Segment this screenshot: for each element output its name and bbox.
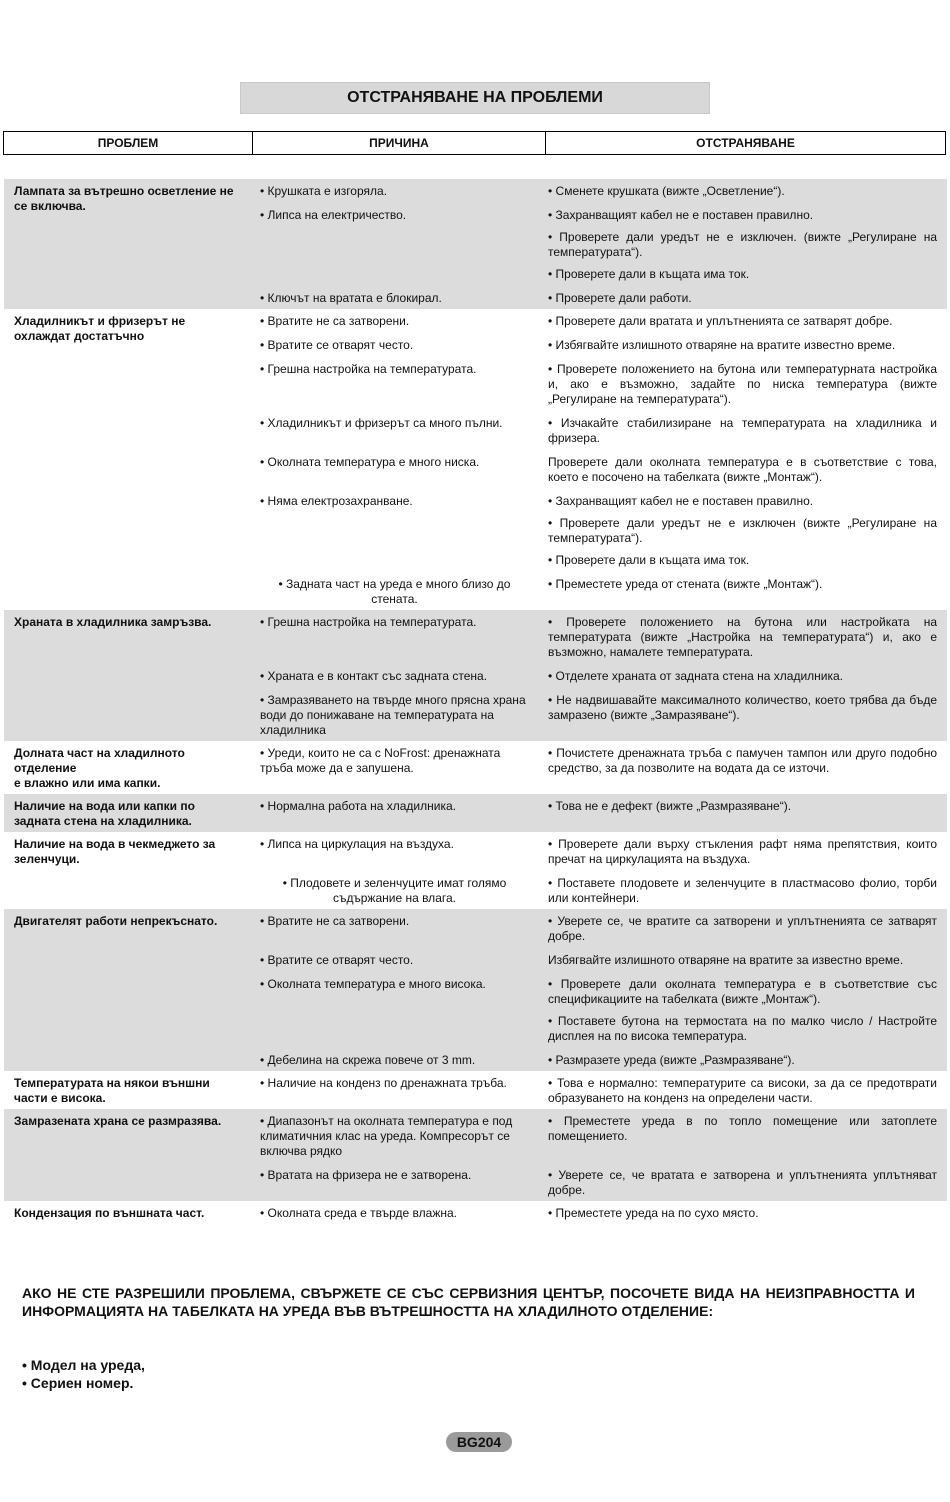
table-row: [4, 1071, 947, 1109]
solution-cell: [541, 182, 947, 199]
cause-solution-group: [251, 312, 947, 609]
cause-cell: • Вратите се отварят често.: [260, 338, 414, 352]
cause-cell: • Липса на циркулация на въздуха.: [260, 837, 454, 851]
cause-cell: • Нормална работа на хладилника.: [260, 799, 456, 813]
solution-item: • Уверете се, че вратите са затворени и уплътненията се затварят добре.: [548, 914, 937, 943]
service-info-item: • Сериен номер.: [22, 1375, 134, 1391]
solution-cell: [541, 667, 947, 684]
cause-solution-pair: [251, 312, 947, 329]
cause-cell: • Вратите се отварят често.: [260, 953, 414, 967]
solution-item: • Почистете дренажната тръба с памучен тампон или друго подобно средство, за да позволите на водата да се източи.: [548, 746, 937, 775]
solution-cell: [541, 797, 947, 814]
solution-cell: [541, 1204, 947, 1221]
problem-cell: Лампата за вътрешно осветление не се включва.: [14, 184, 234, 213]
solution-cell: [541, 613, 947, 660]
solution-item: • Преместете уреда от стената (вижте „Монтаж“).: [548, 577, 823, 591]
header-problem: ПРОБЛЕМ: [4, 132, 253, 154]
cause-solution-pair: [251, 1051, 947, 1068]
cause-solution-pair: [251, 360, 947, 407]
solution-item: • Размразете уреда (вижте „Размразяване“).: [548, 1053, 795, 1067]
solution-item: • Изчакайте стабилизиране на температурата на хладилника и фризера.: [548, 416, 937, 445]
solution-cell: [541, 1051, 947, 1068]
cause-solution-pair: [251, 182, 947, 199]
solution-item: • Отделете храната от задната стена на хладилника.: [548, 669, 844, 683]
cause-solution-pair: [251, 951, 947, 968]
solution-item: Избягвайте излишното отваряне на вратите за известно време.: [548, 953, 904, 967]
cause-solution-pair: [251, 414, 947, 446]
solution-item: • Това не е дефект (вижте „Размразяване“).: [548, 799, 792, 813]
solution-item: • Това е нормално: температурите са високи, за да се предотврати образуването на конденз на определени части.: [548, 1076, 937, 1105]
header-cause: ПРИЧИНА: [253, 132, 546, 154]
cause-solution-pair: [251, 613, 947, 660]
solution-item: • Проверете дали работи.: [548, 291, 692, 305]
cause-cell: • Вратата на фризера не е затворена.: [260, 1168, 472, 1182]
cause-solution-pair: [251, 797, 947, 814]
cause-solution-group: [251, 744, 947, 793]
solution-cell: [541, 336, 947, 353]
solution-cell: [541, 835, 947, 867]
cause-cell: • Околната температура е много ниска.: [260, 455, 480, 469]
solution-cell: [541, 975, 947, 1044]
service-info-list: [22, 1356, 145, 1392]
solution-item: • Проверете дали уредът не е изключен (вижте „Регулиране на температурата“).: [548, 516, 937, 545]
table-row: [4, 794, 947, 832]
cause-solution-pair: [251, 874, 947, 906]
problem-cell: Храната в хладилника замръзва.: [14, 615, 212, 629]
cause-cell: • Крушката е изгоряла.: [260, 184, 388, 198]
solution-item: • Поставете бутона на термостата на по малко число / Настройте дисплея на по висока температура.: [548, 1014, 937, 1043]
page-number: BG204: [446, 1432, 512, 1452]
cause-cell: • Грешна настройка на температурата.: [260, 615, 477, 629]
problem-cell: Температурата на някои външни части е висока.: [14, 1076, 210, 1105]
cause-cell: • Липса на електричество.: [260, 208, 407, 222]
table-row: [4, 610, 947, 741]
cause-cell: • Наличие на конденз по дренажната тръба.: [260, 1076, 507, 1090]
table-row: [4, 1201, 947, 1224]
solution-item: • Не надвишавайте максималното количество, което трябва да бъде замразено (вижте „Замразяване“).: [548, 693, 937, 722]
cause-solution-pair: [251, 289, 947, 306]
problem-cell: Двигателят работи непрекъснато.: [14, 914, 218, 928]
solution-cell: [541, 1166, 947, 1198]
solution-cell: [541, 453, 947, 485]
cause-solution-pair: [251, 336, 947, 353]
solution-item: • Избягвайте излишното отваряне на вратите известно време.: [548, 338, 896, 352]
cause-cell: • Замразяването на твърде много прясна храна води до понижаване на температурата на хладилника: [260, 693, 526, 737]
solution-cell: [541, 1074, 947, 1106]
table-row: [4, 832, 947, 909]
cause-solution-group: [251, 1112, 947, 1200]
service-info-item: • Модел на уреда,: [22, 1357, 145, 1373]
solution-item: Проверете дали околната температура е в съответствие с това, което е посочено на табелката (вижте „Монтаж“).: [548, 455, 937, 484]
cause-cell: • Ключът на вратата е блокирал.: [260, 291, 442, 305]
solution-cell: [541, 312, 947, 329]
cause-solution-group: [251, 182, 947, 308]
cause-solution-pair: [251, 835, 947, 867]
solution-item: • Проверете дали околната температура е в съответствие със спецификациите на табелката (вижте „Монтаж“).: [548, 977, 937, 1006]
cause-cell: • Вратите не са затворени.: [260, 914, 410, 928]
solution-cell: [541, 206, 947, 282]
cause-cell: • Вратите не са затворени.: [260, 314, 410, 328]
cause-cell: • Диапазонът на околната температура е под климатичния клас на уреда. Компресорът се включва рядко: [260, 1114, 513, 1158]
header-solution: ОТСТРАНЯВАНЕ: [696, 136, 795, 150]
solution-item: • Уверете се, че вратата е затворена и уплътненията уплътняват добре.: [548, 1168, 937, 1197]
solution-cell: [541, 289, 947, 306]
solution-cell: [541, 1112, 947, 1159]
cause-cell: • Грешна настройка на температурата.: [260, 362, 477, 376]
solution-cell: [541, 744, 947, 776]
solution-item: • Преместете уреда на по сухо място.: [548, 1206, 759, 1220]
solution-cell: [541, 691, 947, 738]
solution-cell: [541, 414, 947, 446]
problem-cell: Наличие на вода в чекмеджето за зеленчуци.: [14, 837, 216, 866]
solution-cell: [541, 874, 947, 906]
cause-solution-group: [251, 1204, 947, 1223]
cause-solution-pair: [251, 1204, 947, 1221]
service-note: АКО НЕ СТЕ РАЗРЕШИЛИ ПРОБЛЕМА, СВЪРЖЕТЕ СЕ СЪС СЕРВИЗНИЯ ЦЕНТЪР, ПОСОЧЕТЕ ВИДА НА НЕИЗПРАВНОСТТА И ИНФОРМАЦИЯТА НА ТАБЕЛКАТА НА УРЕДА ВЪВ ВЪТРЕШНОСТТА НА ХЛАДИЛНОТО ОТДЕЛЕНИЕ:: [22, 1285, 915, 1319]
cause-solution-group: [251, 912, 947, 1070]
solution-item: • Проверете дали в къщата има ток.: [548, 553, 750, 567]
cause-solution-pair: [251, 1166, 947, 1198]
cause-cell: • Околната температура е много висока.: [260, 977, 486, 991]
problem-cell: Наличие на вода или капки по задната стена на хладилника.: [14, 799, 195, 828]
table-row: [4, 909, 947, 1071]
troubleshooting-table: [4, 179, 947, 1224]
cause-solution-pair: [251, 492, 947, 568]
cause-cell: • Плодовете и зеленчуците имат голямо съдържание на влага.: [282, 876, 507, 905]
cause-solution-pair: [251, 453, 947, 485]
cause-cell: • Храната е в контакт със задната стена.: [260, 669, 488, 683]
solution-item: • Проверете дали уредът не е изключен. (вижте „Регулиране на температурата“).: [548, 230, 937, 259]
cause-cell: • Хладилникът и фризерът са много пълни.: [260, 416, 503, 430]
solution-cell: [541, 912, 947, 944]
cause-solution-pair: [251, 975, 947, 1044]
cause-solution-group: [251, 613, 947, 740]
solution-item: • Проверете дали в къщата има ток.: [548, 267, 750, 281]
problem-cell: Долната част на хладилното отделение е влажно или има капки.: [14, 746, 185, 790]
cause-cell: • Дебелина на скрежа повече от 3 mm.: [260, 1053, 476, 1067]
solution-cell: [541, 575, 947, 607]
cause-solution-pair: [251, 744, 947, 776]
solution-item: • Проверете положението на бутона или настройката на температурата (вижте „Настройка на температурата“) и, ако е възможно, намалете температурата.: [548, 615, 937, 659]
solution-item: • Проверете дали вратата и уплътненията се затварят добре.: [548, 314, 893, 328]
table-row: [4, 309, 947, 610]
cause-cell: • Околната среда е твърде влажна.: [260, 1206, 457, 1220]
cause-cell: • Задната част на уреда е много близо до стената.: [278, 577, 511, 606]
cause-solution-pair: [251, 575, 947, 607]
table-row: [4, 1109, 947, 1201]
table-row: [4, 179, 947, 309]
solution-item: • Поставете плодовете и зеленчуците в пластмасово фолио, торби или контейнери.: [548, 876, 937, 905]
cause-solution-pair: [251, 912, 947, 944]
page-title: ОТСТРАНЯВАНЕ НА ПРОБЛЕМИ: [240, 82, 710, 114]
cause-solution-group: [251, 797, 947, 831]
solution-cell: [541, 951, 947, 968]
cause-solution-pair: [251, 667, 947, 684]
solution-item: • Преместете уреда в по топло помещение или затоплете помещението.: [548, 1114, 937, 1143]
cause-solution-pair: [251, 1074, 947, 1106]
cause-solution-group: [251, 1074, 947, 1108]
problem-cell: Замразената храна се размразява.: [14, 1114, 222, 1128]
problem-cell: Хладилникът и фризерът не охлаждат достатъчно: [14, 314, 186, 343]
solution-cell: [541, 360, 947, 407]
solution-item: • Проверете положението на бутона или температурната настройка и, ако е възможно, задайте по ниска температура (вижте „Регулиране на температурата“).: [548, 362, 937, 406]
solution-item: • Сменете крушката (вижте „Осветление“).: [548, 184, 785, 198]
cause-solution-pair: [251, 206, 947, 282]
cause-solution-pair: [251, 1112, 947, 1159]
solution-item: • Проверете дали върху стъкления рафт няма препятствия, които пречат на циркулацията на въздуха.: [548, 837, 937, 866]
solution-cell: [541, 492, 947, 568]
problem-cell: Кондензация по външната част.: [14, 1206, 205, 1220]
solution-item: • Захранващият кабел не е поставен правилно.: [548, 208, 814, 222]
table-row: [4, 741, 947, 794]
cause-cell: • Няма електрозахранване.: [260, 494, 413, 508]
cause-solution-pair: [251, 691, 947, 738]
cause-solution-group: [251, 835, 947, 908]
table-header: [3, 131, 946, 155]
cause-cell: • Уреди, които не са с NoFrost: дренажната тръба може да е запушена.: [260, 746, 501, 775]
solution-item: • Захранващият кабел не е поставен правилно.: [548, 494, 814, 508]
